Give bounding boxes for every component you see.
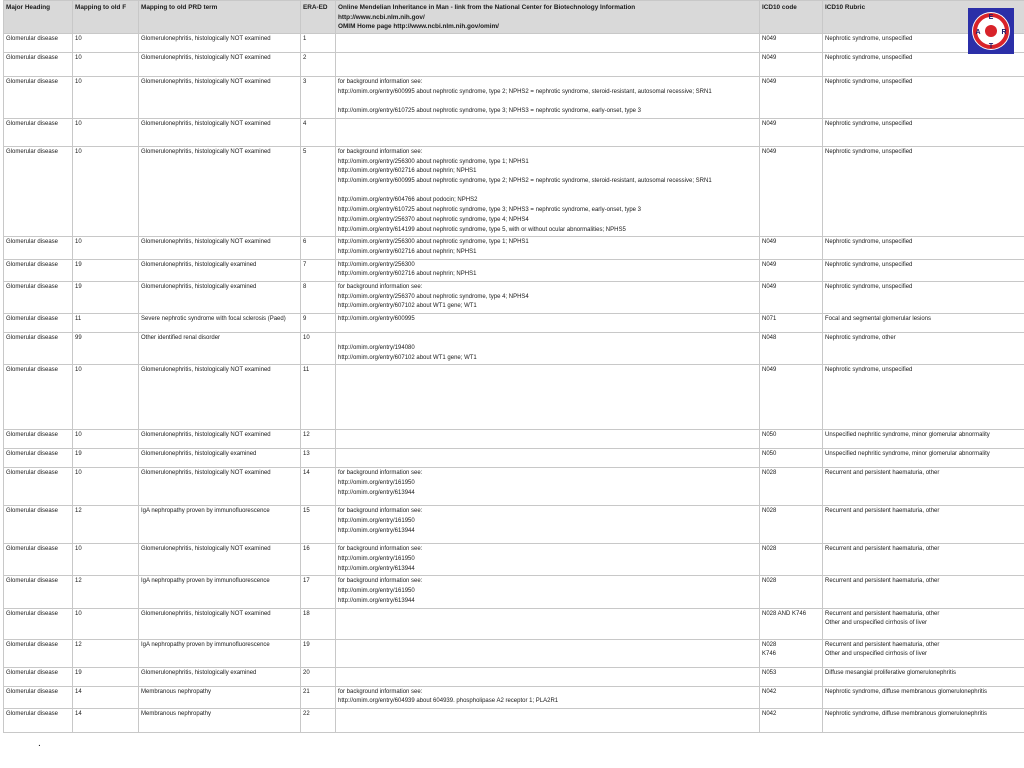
header-omim-ncbi-link[interactable]: http://www.ncbi.nlm.nih.gov/: [338, 13, 425, 21]
cell-old-term[interactable]: Glomerulonephritis, histologically NOT examined: [139, 237, 301, 259]
cell-icd10-rubric-line: Other and unspecified cirrhosis of liver: [825, 651, 928, 658]
cell-icd10-rubric[interactable]: [823, 77, 1024, 119]
cell-old-term[interactable]: Glomerulonephritis, histologically NOT examined: [139, 365, 301, 430]
cell-icd10-rubric[interactable]: [823, 686, 1024, 708]
cell-icd10-rubric[interactable]: [823, 468, 1024, 506]
table-row[interactable]: [4, 544, 1024, 576]
cell-old-code[interactable]: 10: [73, 77, 139, 119]
cell-icd10-rubric[interactable]: [823, 506, 1024, 544]
cell-omim[interactable]: [336, 146, 760, 236]
cell-omim[interactable]: [336, 449, 760, 468]
cell-omim[interactable]: [336, 639, 760, 667]
logo-letter-e: E: [988, 14, 994, 21]
cell-omim-line[interactable]: http://omim.org/entry/604939 about 604939. phospholipase A2 receptor 1; PLA2R1: [338, 698, 559, 705]
cell-icd10-rubric-line: Recurrent and persistent haematuria, other: [825, 508, 940, 515]
cell-era-ed[interactable]: 7: [301, 259, 336, 281]
cell-old-code[interactable]: 10: [73, 118, 139, 146]
cell-era-ed[interactable]: 20: [301, 667, 336, 686]
cell-omim-line[interactable]: http://omim.org/entry/161950: [338, 479, 415, 486]
cell-icd10-code-line: N028: [762, 508, 777, 515]
cell-omim[interactable]: [336, 667, 760, 686]
cell-omim-line[interactable]: http://omim.org/entry/256370 about nephrotic syndrome, type 4; NPHS4: [338, 216, 529, 223]
cell-era-ed[interactable]: 6: [301, 237, 336, 259]
table-row[interactable]: [4, 259, 1024, 281]
cell-icd10-code[interactable]: [760, 34, 823, 53]
cell-old-code[interactable]: 10: [73, 468, 139, 506]
table-row[interactable]: [4, 333, 1024, 365]
cell-icd10-rubric-line: Nephrotic syndrome, diffuse membranous glomerulonephritis: [825, 688, 987, 695]
table-row[interactable]: [4, 53, 1024, 77]
cell-old-term[interactable]: Glomerulonephritis, histologically NOT examined: [139, 146, 301, 236]
cell-old-code[interactable]: 10: [73, 53, 139, 77]
cell-era-ed[interactable]: 18: [301, 608, 336, 639]
cell-old-term[interactable]: Glomerulonephritis, histologically examined: [139, 282, 301, 314]
cell-omim[interactable]: [336, 608, 760, 639]
cell-era-ed[interactable]: 9: [301, 314, 336, 333]
cell-icd10-rubric-line: Unspecified nephritic syndrome, minor glomerular abnormality: [825, 451, 990, 458]
cell-icd10-rubric-line: Nephrotic syndrome, unspecified: [825, 36, 913, 43]
cell-major-heading[interactable]: Glomerular disease: [4, 77, 73, 119]
erta-logo: [968, 8, 1014, 54]
cell-omim-line[interactable]: http://omim.org/entry/613944: [338, 597, 415, 604]
footer-mark: .: [38, 738, 41, 749]
cell-icd10-rubric-line: Nephrotic syndrome, other: [825, 335, 896, 342]
cell-icd10-code[interactable]: [760, 118, 823, 146]
cell-icd10-code-line: N028: [762, 641, 777, 648]
cell-old-code[interactable]: 10: [73, 146, 139, 236]
cell-icd10-rubric[interactable]: [823, 449, 1024, 468]
cell-omim-line: for background information see:: [338, 508, 423, 515]
cell-icd10-code-line: N028: [762, 546, 777, 553]
cell-icd10-code-line: N049: [762, 79, 777, 86]
cell-icd10-rubric-line: Nephrotic syndrome, unspecified: [825, 239, 913, 246]
cell-old-term[interactable]: IgA nephropathy proven by immunofluorescence: [139, 639, 301, 667]
cell-old-code[interactable]: 12: [73, 506, 139, 544]
cell-omim-line: for background information see:: [338, 79, 423, 86]
cell-omim-line: for background information see:: [338, 148, 423, 155]
mapping-table: [3, 0, 1024, 733]
cell-icd10-code-line: N028 AND K746: [762, 610, 807, 617]
header-icd10-rubric[interactable]: ICD10 Rubric: [823, 1, 1024, 34]
cell-icd10-code-line: N028: [762, 470, 777, 477]
cell-old-code[interactable]: 12: [73, 576, 139, 608]
cell-era-ed[interactable]: 14: [301, 468, 336, 506]
cell-icd10-code[interactable]: [760, 449, 823, 468]
cell-omim[interactable]: [336, 468, 760, 506]
cell-omim-line[interactable]: http://omim.org/entry/602716 about nephrin; NPHS1: [338, 271, 477, 278]
cell-icd10-rubric-line: Diffuse mesangial proliferative glomerulonephritis: [825, 669, 956, 676]
cell-icd10-code[interactable]: [760, 259, 823, 281]
header-omim-home-link[interactable]: OMIM Home page http://www.ncbi.nlm.nih.gov/omim/: [338, 23, 499, 31]
cell-omim-line: for background information see:: [338, 578, 423, 585]
cell-era-ed[interactable]: 10: [301, 333, 336, 365]
cell-omim-line[interactable]: http://omim.org/entry/161950: [338, 517, 415, 524]
cell-icd10-rubric[interactable]: [823, 667, 1024, 686]
cell-old-term[interactable]: IgA nephropathy proven by immunofluorescence: [139, 506, 301, 544]
cell-icd10-rubric-line: Recurrent and persistent haematuria, other: [825, 641, 940, 648]
cell-old-code[interactable]: 10: [73, 544, 139, 576]
cell-omim[interactable]: [336, 544, 760, 576]
cell-old-code[interactable]: 99: [73, 333, 139, 365]
cell-icd10-code[interactable]: [760, 667, 823, 686]
cell-icd10-code-line: N049: [762, 239, 777, 246]
cell-omim[interactable]: [336, 333, 760, 365]
cell-old-code[interactable]: 14: [73, 686, 139, 708]
cell-icd10-code[interactable]: [760, 77, 823, 119]
cell-icd10-rubric-line: Nephrotic syndrome, unspecified: [825, 55, 913, 62]
table-row[interactable]: [4, 667, 1024, 686]
cell-icd10-code-line: N049: [762, 148, 777, 155]
cell-omim-line[interactable]: http://omim.org/entry/613944: [338, 527, 415, 534]
cell-icd10-code[interactable]: [760, 576, 823, 608]
cell-omim[interactable]: [336, 686, 760, 708]
table-row[interactable]: [4, 146, 1024, 236]
cell-icd10-rubric-line: Unspecified nephritic syndrome, minor glomerular abnormality: [825, 432, 990, 439]
cell-omim-line: for background information see:: [338, 284, 423, 291]
cell-old-code[interactable]: 19: [73, 667, 139, 686]
table-row[interactable]: [4, 77, 1024, 119]
cell-omim[interactable]: [336, 576, 760, 608]
cell-icd10-rubric-line: Recurrent and persistent haematuria, other: [825, 546, 940, 553]
cell-major-heading[interactable]: Glomerular disease: [4, 639, 73, 667]
cell-old-term[interactable]: Glomerulonephritis, histologically NOT examined: [139, 34, 301, 53]
cell-omim-line[interactable]: http://omim.org/entry/600995 about nephrotic syndrome, type 2; NPHS2 = nephrotic syndrome, steroid-resistant, autosomal recessive; SRN1: [338, 88, 712, 95]
cell-era-ed[interactable]: 16: [301, 544, 336, 576]
header-era-ed[interactable]: ERA-ED: [301, 1, 336, 34]
cell-icd10-rubric[interactable]: [823, 314, 1024, 333]
cell-omim-line[interactable]: http://omim.org/entry/607102 about WT1 gene; WT1: [338, 303, 477, 310]
cell-major-heading[interactable]: Glomerular disease: [4, 365, 73, 430]
cell-icd10-rubric[interactable]: [823, 608, 1024, 639]
cell-omim-line: for background information see:: [338, 546, 423, 553]
cell-icd10-rubric[interactable]: [823, 544, 1024, 576]
table-row[interactable]: [4, 506, 1024, 544]
cell-old-code[interactable]: 11: [73, 314, 139, 333]
cell-omim-line: [338, 334, 757, 344]
cell-major-heading[interactable]: Glomerular disease: [4, 686, 73, 708]
cell-old-code[interactable]: 10: [73, 34, 139, 53]
cell-icd10-rubric[interactable]: [823, 118, 1024, 146]
cell-icd10-code[interactable]: [760, 430, 823, 449]
cell-major-heading[interactable]: Glomerular disease: [4, 708, 73, 732]
cell-era-ed[interactable]: 19: [301, 639, 336, 667]
cell-era-ed[interactable]: 3: [301, 77, 336, 119]
table-row[interactable]: [4, 282, 1024, 314]
cell-old-term[interactable]: IgA nephropathy proven by immunofluorescence: [139, 576, 301, 608]
cell-icd10-code-line: K746: [762, 651, 777, 658]
logo-letter-r: R: [1001, 29, 1007, 36]
cell-major-heading[interactable]: Glomerular disease: [4, 34, 73, 53]
cell-omim-line[interactable]: http://omim.org/entry/610725 about nephrotic syndrome, type 3; NPHS3 = nephrotic syndrome, early-onset, type 3: [338, 207, 641, 214]
table-row[interactable]: [4, 365, 1024, 430]
cell-icd10-code[interactable]: [760, 146, 823, 236]
cell-old-term[interactable]: Other identified renal disorder: [139, 333, 301, 365]
table-row[interactable]: [4, 639, 1024, 667]
cell-icd10-code[interactable]: [760, 282, 823, 314]
cell-major-heading[interactable]: Glomerular disease: [4, 118, 73, 146]
cell-omim-line[interactable]: http://omim.org/entry/610725 about nephrotic syndrome, type 3; NPHS3 = nephrotic syndrome, early-onset, type 3: [338, 108, 641, 115]
cell-icd10-code-line: N049: [762, 367, 777, 374]
cell-omim[interactable]: [336, 430, 760, 449]
cell-omim-line[interactable]: http://omim.org/entry/256300 about nephrotic syndrome, type 1; NPHS1: [338, 158, 529, 165]
cell-omim[interactable]: [336, 708, 760, 732]
header-major-heading[interactable]: Major Heading: [4, 1, 73, 34]
cell-icd10-code-line: N049: [762, 284, 777, 291]
cell-old-code[interactable]: 10: [73, 365, 139, 430]
table-row[interactable]: [4, 314, 1024, 333]
cell-old-term[interactable]: Severe nephrotic syndrome with focal sclerosis (Paed): [139, 314, 301, 333]
logo-letter-a: A: [975, 29, 981, 36]
cell-omim-line[interactable]: http://omim.org/entry/600995 about nephrotic syndrome, type 2; NPHS2 = nephrotic syndrome, steroid-resistant, autosomal recessive; SRN1: [338, 178, 712, 185]
cell-old-code[interactable]: 19: [73, 449, 139, 468]
cell-omim[interactable]: [336, 77, 760, 119]
table-row[interactable]: [4, 608, 1024, 639]
cell-icd10-code-line: N049: [762, 36, 777, 43]
table-row[interactable]: [4, 430, 1024, 449]
cell-icd10-rubric[interactable]: [823, 333, 1024, 365]
cell-old-term[interactable]: Glomerulonephritis, histologically NOT examined: [139, 608, 301, 639]
cell-omim[interactable]: [336, 53, 760, 77]
cell-old-code[interactable]: 10: [73, 430, 139, 449]
cell-major-heading[interactable]: Glomerular disease: [4, 259, 73, 281]
cell-major-heading[interactable]: Glomerular disease: [4, 544, 73, 576]
cell-icd10-rubric[interactable]: [823, 430, 1024, 449]
cell-era-ed[interactable]: 13: [301, 449, 336, 468]
cell-old-term[interactable]: Glomerulonephritis, histologically NOT examined: [139, 118, 301, 146]
header-omim-title: Online Mendelian Inheritance in Man - link from the National Center for Biotechnology Information: [338, 4, 636, 11]
cell-icd10-code-line: N049: [762, 55, 777, 62]
cell-omim-line[interactable]: http://omim.org/entry/600995: [338, 316, 415, 323]
cell-old-code[interactable]: 10: [73, 237, 139, 259]
cell-icd10-rubric-line: Nephrotic syndrome, diffuse membranous glomerulonephritis: [825, 710, 987, 717]
cell-omim-line[interactable]: http://omim.org/entry/256300: [338, 261, 415, 268]
cell-icd10-rubric-line: Focal and segmental glomerular lesions: [825, 316, 932, 323]
header-icd10-code[interactable]: ICD10 code: [760, 1, 823, 34]
cell-old-term[interactable]: Membranous nephropathy: [139, 708, 301, 732]
cell-omim-line[interactable]: http://omim.org/entry/161950: [338, 588, 415, 595]
cell-icd10-rubric-line: Nephrotic syndrome, unspecified: [825, 284, 913, 291]
cell-major-heading[interactable]: Glomerular disease: [4, 449, 73, 468]
cell-icd10-code-line: N071: [762, 316, 777, 323]
header-row: [4, 1, 1024, 34]
cell-icd10-code[interactable]: [760, 708, 823, 732]
cell-icd10-rubric-line: Nephrotic syndrome, unspecified: [825, 367, 913, 374]
cell-icd10-code[interactable]: [760, 639, 823, 667]
cell-icd10-rubric[interactable]: [823, 146, 1024, 236]
cell-omim-line: [338, 98, 757, 108]
table-row[interactable]: [4, 708, 1024, 732]
table-row[interactable]: [4, 237, 1024, 259]
cell-era-ed[interactable]: 12: [301, 430, 336, 449]
cell-icd10-rubric[interactable]: [823, 282, 1024, 314]
cell-icd10-code[interactable]: [760, 544, 823, 576]
cell-era-ed[interactable]: 17: [301, 576, 336, 608]
header-omim[interactable]: [336, 1, 760, 34]
cell-icd10-code[interactable]: [760, 506, 823, 544]
cell-old-term[interactable]: Glomerulonephritis, histologically examined: [139, 667, 301, 686]
cell-icd10-rubric[interactable]: [823, 53, 1024, 77]
cell-icd10-code[interactable]: [760, 237, 823, 259]
cell-icd10-code-line: N048: [762, 335, 777, 342]
cell-omim-line[interactable]: http://omim.org/entry/604766 about podocin; NPHS2: [338, 197, 478, 204]
cell-major-heading[interactable]: Glomerular disease: [4, 53, 73, 77]
cell-major-heading[interactable]: Glomerular disease: [4, 608, 73, 639]
cell-icd10-rubric-line: Nephrotic syndrome, unspecified: [825, 79, 913, 86]
erta-logo-icon: [969, 9, 1013, 53]
table-row[interactable]: [4, 449, 1024, 468]
cell-omim-line[interactable]: http://omim.org/entry/602716 about nephrin; NPHS1: [338, 168, 477, 175]
cell-era-ed[interactable]: 4: [301, 118, 336, 146]
cell-icd10-code-line: N050: [762, 451, 777, 458]
cell-old-code[interactable]: 19: [73, 259, 139, 281]
cell-omim-line[interactable]: http://omim.org/entry/607102 about WT1 gene; WT1: [338, 354, 477, 361]
cell-omim[interactable]: [336, 365, 760, 430]
cell-omim-line[interactable]: http://omim.org/entry/194080: [338, 344, 415, 351]
cell-old-code[interactable]: 10: [73, 608, 139, 639]
cell-era-ed[interactable]: 8: [301, 282, 336, 314]
cell-old-term[interactable]: Glomerulonephritis, histologically NOT examined: [139, 430, 301, 449]
cell-icd10-code[interactable]: [760, 608, 823, 639]
cell-omim-line: for background information see:: [338, 688, 423, 695]
cell-era-ed[interactable]: 2: [301, 53, 336, 77]
cell-old-term[interactable]: Glomerulonephritis, histologically NOT examined: [139, 468, 301, 506]
table-row[interactable]: [4, 468, 1024, 506]
cell-major-heading[interactable]: Glomerular disease: [4, 576, 73, 608]
cell-era-ed[interactable]: 1: [301, 34, 336, 53]
cell-icd10-rubric[interactable]: [823, 576, 1024, 608]
table-row[interactable]: [4, 118, 1024, 146]
cell-era-ed[interactable]: 5: [301, 146, 336, 236]
cell-omim[interactable]: [336, 259, 760, 281]
cell-icd10-rubric[interactable]: [823, 237, 1024, 259]
cell-icd10-rubric[interactable]: [823, 259, 1024, 281]
cell-old-term[interactable]: Glomerulonephritis, histologically NOT examined: [139, 53, 301, 77]
cell-icd10-code-line: N049: [762, 261, 777, 268]
cell-icd10-code-line: N028: [762, 578, 777, 585]
cell-omim[interactable]: [336, 314, 760, 333]
cell-icd10-rubric-line: Recurrent and persistent haematuria, other: [825, 610, 940, 617]
cell-icd10-rubric-line: Recurrent and persistent haematuria, other: [825, 578, 940, 585]
cell-icd10-code-line: N050: [762, 432, 777, 439]
cell-omim-line[interactable]: http://omim.org/entry/613944: [338, 489, 415, 496]
cell-era-ed[interactable]: 22: [301, 708, 336, 732]
table-row[interactable]: [4, 686, 1024, 708]
cell-icd10-code[interactable]: [760, 333, 823, 365]
logo-center: [985, 25, 997, 37]
cell-major-heading[interactable]: Glomerular disease: [4, 237, 73, 259]
cell-omim[interactable]: [336, 237, 760, 259]
cell-major-heading[interactable]: Glomerular disease: [4, 333, 73, 365]
cell-omim-line[interactable]: http://omim.org/entry/602716 about nephrin; NPHS1: [338, 248, 477, 255]
cell-icd10-code-line: N042: [762, 710, 777, 717]
cell-omim[interactable]: [336, 506, 760, 544]
cell-era-ed[interactable]: 15: [301, 506, 336, 544]
cell-icd10-rubric[interactable]: [823, 708, 1024, 732]
cell-icd10-code-line: N053: [762, 669, 777, 676]
cell-icd10-rubric-line: Recurrent and persistent haematuria, other: [825, 470, 940, 477]
table-row[interactable]: [4, 576, 1024, 608]
cell-old-code[interactable]: 14: [73, 708, 139, 732]
cell-era-ed[interactable]: 11: [301, 365, 336, 430]
cell-omim-line[interactable]: http://omim.org/entry/613944: [338, 565, 415, 572]
cell-omim[interactable]: [336, 118, 760, 146]
cell-icd10-rubric-line: Nephrotic syndrome, unspecified: [825, 261, 913, 268]
cell-icd10-code-line: N049: [762, 120, 777, 127]
cell-omim-line[interactable]: http://omim.org/entry/256370 about nephrotic syndrome, type 4; NPHS4: [338, 293, 529, 300]
logo-letter-t: T: [988, 43, 994, 50]
cell-icd10-rubric[interactable]: [823, 365, 1024, 430]
cell-omim-line[interactable]: http://omim.org/entry/161950: [338, 555, 415, 562]
cell-major-heading[interactable]: Glomerular disease: [4, 430, 73, 449]
cell-major-heading[interactable]: Glomerular disease: [4, 506, 73, 544]
cell-icd10-code[interactable]: [760, 686, 823, 708]
cell-icd10-rubric-line: Other and unspecified cirrhosis of liver: [825, 620, 928, 627]
cell-old-term[interactable]: Glomerulonephritis, histologically examined: [139, 259, 301, 281]
cell-icd10-rubric-line: Nephrotic syndrome, unspecified: [825, 148, 913, 155]
cell-major-heading[interactable]: Glomerular disease: [4, 146, 73, 236]
cell-old-code[interactable]: 19: [73, 282, 139, 314]
cell-omim-line[interactable]: http://omim.org/entry/256300 about nephrotic syndrome, type 1; NPHS1: [338, 239, 529, 246]
table-row[interactable]: [4, 34, 1024, 53]
cell-omim[interactable]: [336, 282, 760, 314]
cell-old-code[interactable]: 12: [73, 639, 139, 667]
header-old-term[interactable]: Mapping to old PRD term: [139, 1, 301, 34]
cell-icd10-rubric[interactable]: [823, 639, 1024, 667]
cell-major-heading[interactable]: Glomerular disease: [4, 282, 73, 314]
cell-omim-line: for background information see:: [338, 470, 423, 477]
cell-era-ed[interactable]: 21: [301, 686, 336, 708]
cell-omim[interactable]: [336, 34, 760, 53]
cell-old-term[interactable]: Glomerulonephritis, histologically examined: [139, 449, 301, 468]
cell-omim-line: [338, 187, 757, 197]
cell-icd10-code[interactable]: [760, 314, 823, 333]
cell-major-heading[interactable]: Glomerular disease: [4, 314, 73, 333]
cell-major-heading[interactable]: Glomerular disease: [4, 667, 73, 686]
cell-icd10-code-line: N042: [762, 688, 777, 695]
cell-old-term[interactable]: Membranous nephropathy: [139, 686, 301, 708]
cell-icd10-code[interactable]: [760, 53, 823, 77]
cell-omim-line[interactable]: http://omim.org/entry/614199 about nephrotic syndrome, type 5, with or without ocular abnormalities; NPHS5: [338, 226, 626, 233]
cell-icd10-code[interactable]: [760, 468, 823, 506]
cell-major-heading[interactable]: Glomerular disease: [4, 468, 73, 506]
cell-icd10-rubric-line: Nephrotic syndrome, unspecified: [825, 120, 913, 127]
cell-icd10-code[interactable]: [760, 365, 823, 430]
cell-old-term[interactable]: Glomerulonephritis, histologically NOT examined: [139, 77, 301, 119]
header-old-code[interactable]: Mapping to old F: [73, 1, 139, 34]
cell-old-term[interactable]: Glomerulonephritis, histologically NOT examined: [139, 544, 301, 576]
